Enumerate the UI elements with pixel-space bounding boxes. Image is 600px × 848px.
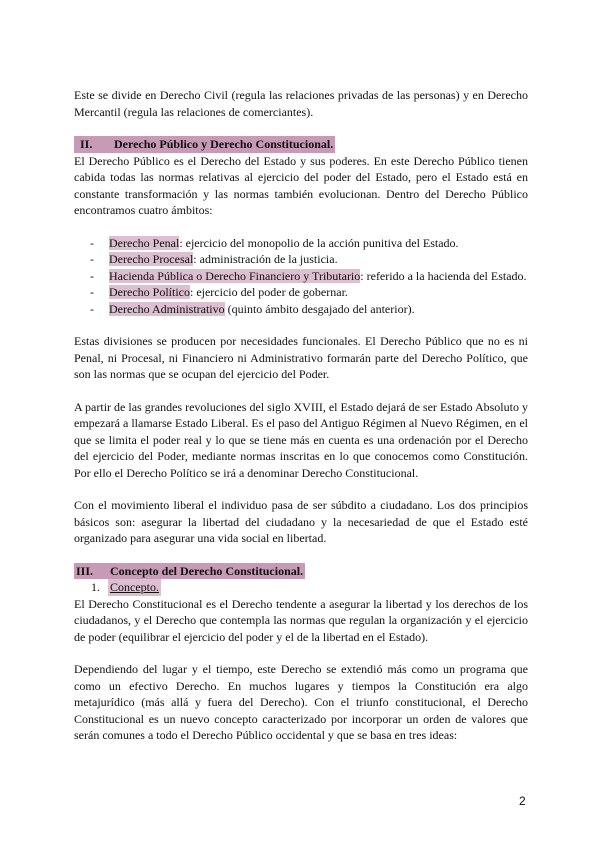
list-item-term: Derecho Penal (109, 235, 180, 250)
section-heading-ii (74, 136, 528, 153)
page-number: 2 (519, 794, 526, 808)
section-number: III. (76, 563, 94, 578)
section-heading-highlight (74, 563, 305, 580)
list-item (74, 284, 528, 301)
section-heading-highlight (74, 136, 335, 153)
list-item-term: Derecho Político (109, 285, 190, 299)
list-item (74, 301, 528, 318)
list-item-text: : ejercicio del monopolio de la acción punitiva del Estado. (179, 235, 459, 250)
list-item (74, 251, 528, 268)
section-title: Concepto del Derecho Constitucional. (110, 563, 304, 578)
section-ii-paragraph-3: A partir de las grandes revoluciones del siglo XVIII, el Estado dejará de ser Estado Absoluto y empezará a llamarse Estado Liberal. Es el paso del Antiguo Régimen al Nuevo Régimen, en el que se limita el poder real y lo que se tiene más en cuenta es una ordenación por el Derecho del ejercicio del Poder, mediante normas inscritas en lo que conocemos como Constitución. Por ello el Derecho Político se irá a denominar Derecho Constitucional. (74, 399, 528, 480)
intro-paragraph: Este se divide en Derecho Civil (regula las relaciones privadas de las personas) y en Derecho Mercantil (regula las relaciones de comerciantes). (74, 88, 528, 119)
section-heading-iii (74, 563, 528, 580)
list-item-text: : administración de la justicia. (193, 252, 338, 266)
list-item-text: (quinto ámbito desgajado del anterior). (224, 301, 415, 316)
dash-bullet: - (90, 285, 94, 299)
dash-bullet: - (90, 268, 94, 283)
list-item-term: Derecho Administrativo (109, 301, 225, 316)
section-number: II. (80, 137, 93, 151)
section-ii-paragraph-1: El Derecho Público es el Derecho del Estado y sus poderes. En este Derecho Público tienen cabida todas las normas relativas al ejercicio del poder del Estado, pero el Estado está en constante transformación y las normas también evolucionan. Dentro del Derecho Público encontramos cuatro ámbitos: (74, 153, 528, 217)
dash-bullet: - (90, 235, 94, 250)
list-item (74, 268, 528, 285)
section-title: Derecho Público y Derecho Constitucional. (114, 137, 334, 151)
list-item-term: Derecho Procesal (109, 252, 194, 266)
section-ii-paragraph-4: Con el movimiento liberal el individuo pasa de ser súbdito a ciudadano. Los dos principios básicos son: asegurar la libertad del ciudadano y la necesariedad de que el Estado esté organizado para asegurar una vida social en libertad. (74, 498, 528, 545)
subsection-heading (91, 579, 528, 596)
section-iii-paragraph-2: Dependiendo del lugar y el tiempo, este Derecho se extendió más como un programa que como un efectivo Derecho. En muchos lugares y tiempos la Constitución era algo metajurídico (más allá y fuera del Derecho). Con el triunfo constitucional, el Derecho Constitucional es un nuevo concepto caracterizado por incorporar un orden de valores que serán comunes a todo el Derecho Público occidental y que se basa en tres ideas: (74, 662, 528, 742)
page-content (74, 87, 528, 744)
list-item-term: Hacienda Pública o Derecho Financiero y Tributario (109, 268, 361, 283)
subsection-title: Concepto. (110, 580, 159, 594)
dash-bullet: - (90, 252, 94, 266)
list-item-text: : referido a la hacienda del Estado. (360, 268, 527, 283)
dash-bullet: - (90, 301, 94, 316)
section-iii-paragraph-1: El Derecho Constitucional es el Derecho tendente a asegurar la libertad y los derechos de los ciudadanos, y el Derecho que contempla las normas que regulan la organización y el ejercicio de poder (equilibrar el ejercicio del poder y el de la libertad en el Estado). (74, 596, 528, 644)
list-item (74, 235, 528, 252)
section-ii-paragraph-2: Estas divisiones se producen por necesidades funcionales. El Derecho Público que no es ni Penal, ni Procesal, ni Financiero ni Administrativo formarán parte del Derecho Político, que son las normas que se ocupan del ejercicio del Poder. (74, 334, 528, 381)
public-law-areas-list (74, 235, 528, 318)
subsection-number: 1. (91, 580, 100, 594)
list-item-text: : ejercicio del poder de gobernar. (189, 285, 348, 299)
